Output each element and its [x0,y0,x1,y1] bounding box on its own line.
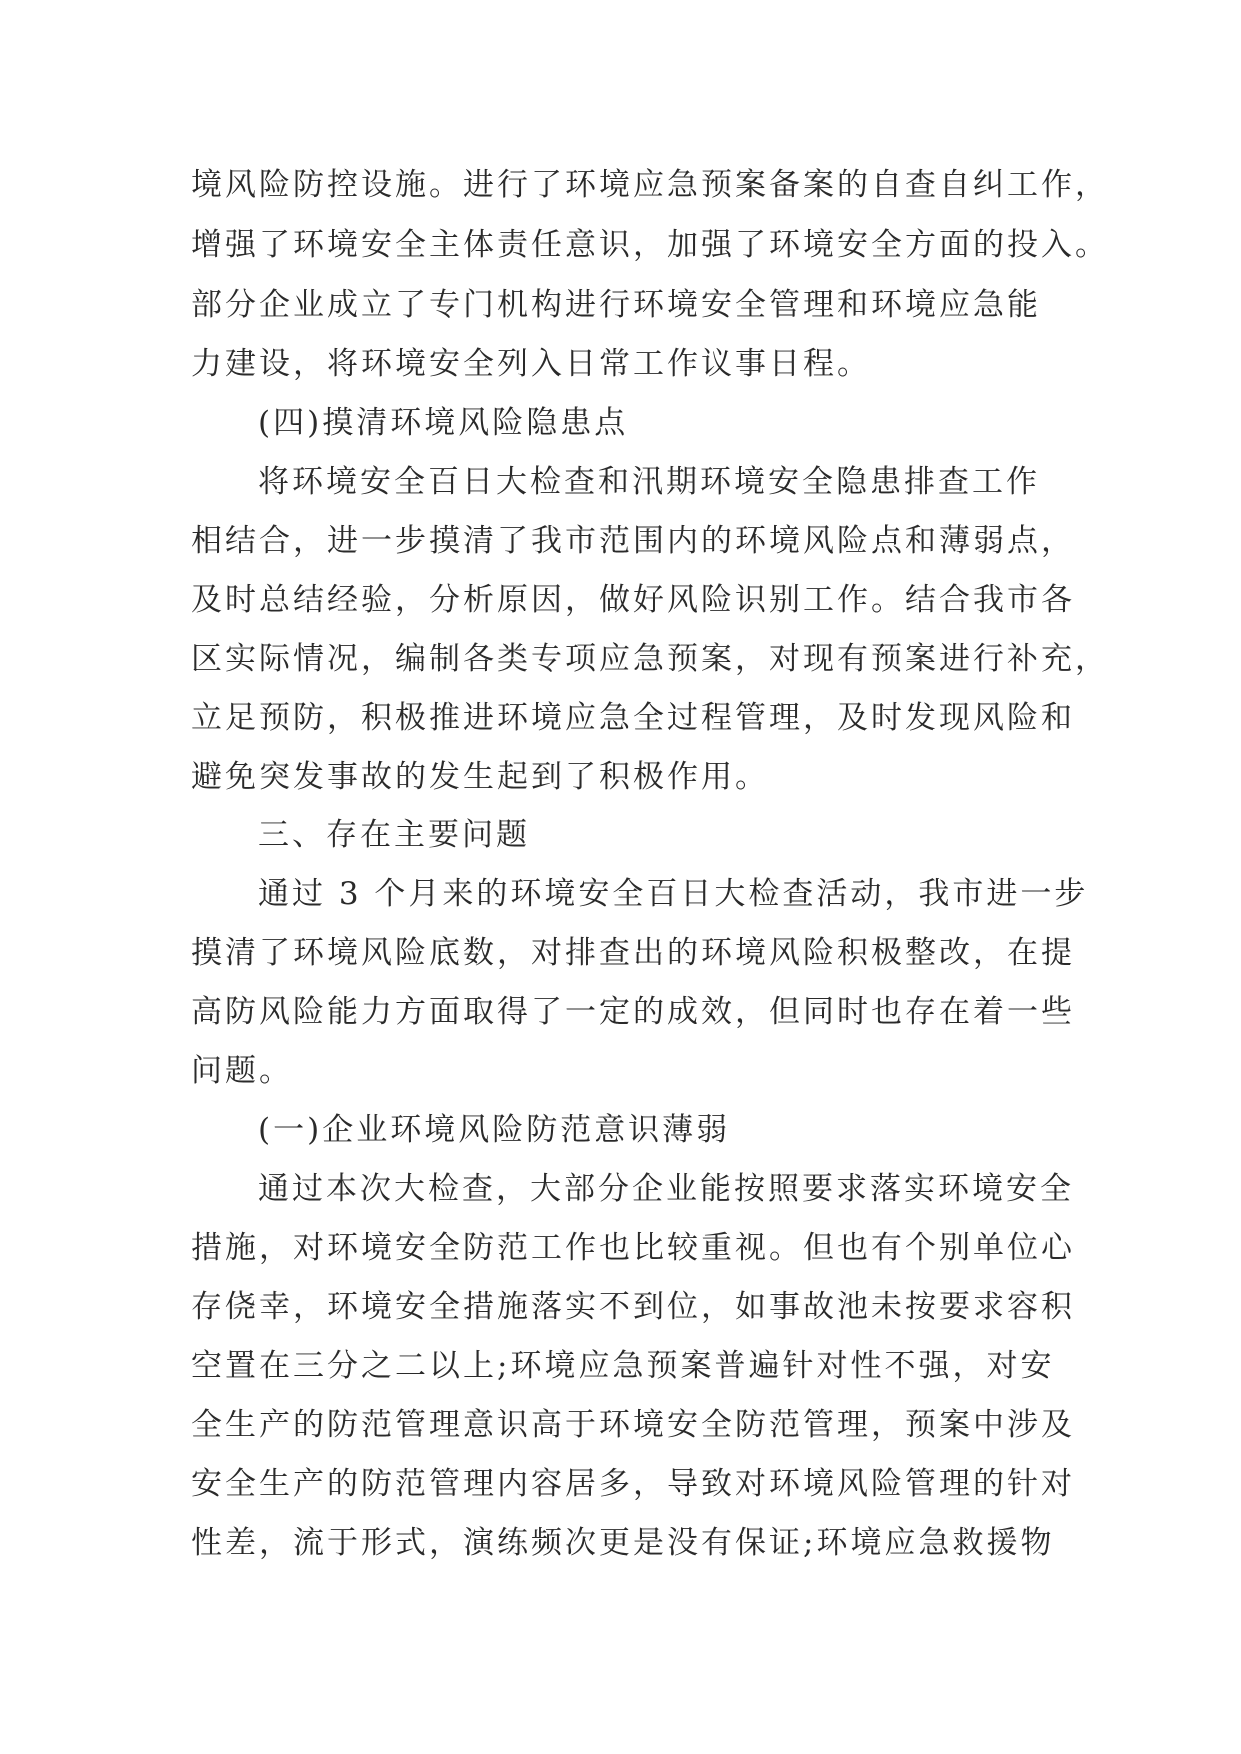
text-line-3: 部分企业成立了专门机构进行环境安全管理和环境应急能 [191,287,1041,323]
text-line-21: 空置在三分之二以上;环境应急预案普遍针对性不强，对安 [191,1348,1055,1384]
text-line-4: 力建设，将环境安全列入日常工作议事日程。 [191,346,871,382]
paragraph-start: 通过本次大检查，大部分企业能按照要求落实环境安全 [258,1171,1074,1207]
text-line-15: 高防风险能力方面取得了一定的成效，但同时也存在着一些 [191,994,1075,1030]
paragraph-start: 将环境安全百日大检查和汛期环境安全隐患排查工作 [258,464,1040,500]
section-heading-4: (四)摸清环境风险隐患点 [258,405,629,441]
text-line-1: 境风险防控设施。进行了环境应急预案备案的自查自纠工作， [191,167,1109,203]
text-line-9: 区实际情况，编制各类专项应急预案，对现有预案进行补充， [191,641,1109,677]
subsection-heading-1: (一)企业环境风险防范意识薄弱 [258,1112,731,1148]
text-line-20: 存侥幸，环境安全措施落实不到位，如事故池未按要求容积 [191,1289,1075,1325]
text-line-23: 安全生产的防范管理内容居多，导致对环境风险管理的针对 [191,1466,1075,1502]
text-line-7: 相结合，进一步摸清了我市范围内的环境风险点和薄弱点， [191,523,1075,559]
text-line-22: 全生产的防范管理意识高于环境安全防范管理，预案中涉及 [191,1407,1075,1443]
text-line-2: 增强了环境安全主体责任意识，加强了环境安全方面的投入。 [191,227,1109,263]
section-heading-3: 三、存在主要问题 [258,817,530,853]
text-line-8: 及时总结经验，分析原因，做好风险识别工作。结合我市各 [191,582,1075,618]
paragraph-start: 通过 3 个月来的环境安全百日大检查活动，我市进一步 [258,876,1089,912]
text-line-11: 避免突发事故的发生起到了积极作用。 [191,759,769,795]
text-line-16: 问题。 [191,1053,293,1089]
text-line-10: 立足预防，积极推进环境应急全过程管理，及时发现风险和 [191,700,1075,736]
text-line-19: 措施，对环境安全防范工作也比较重视。但也有个别单位心 [191,1230,1075,1266]
text-line-14: 摸清了环境风险底数，对排查出的环境风险积极整改，在提 [191,935,1075,971]
text-line-24: 性差，流于形式，演练频次更是没有保证;环境应急救援物 [191,1525,1055,1561]
